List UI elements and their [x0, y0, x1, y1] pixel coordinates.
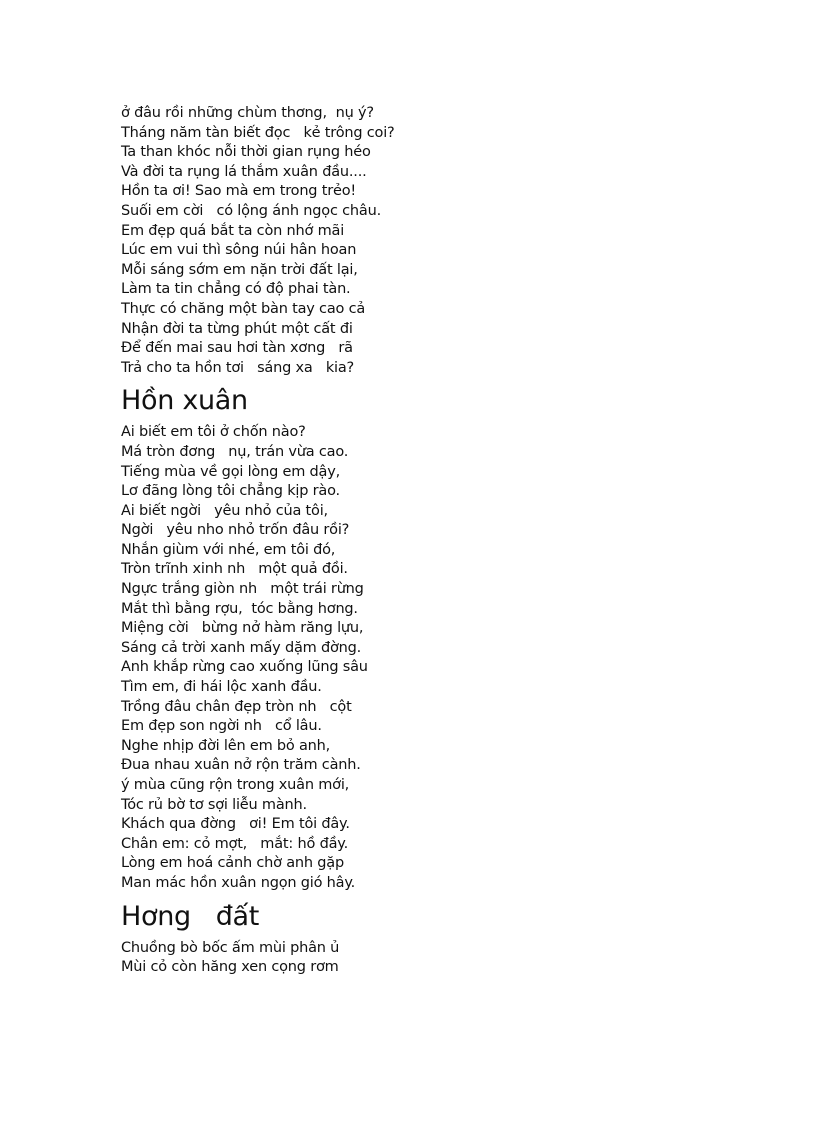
poem-two-title: Hồn xuân [121, 385, 248, 417]
poem-line: Ai biết ngời yêu nhỏ của tôi, [121, 502, 328, 519]
poem-line: Sáng cả trời xanh mấy dặm đờng. [121, 639, 362, 656]
poem-line: Man mác hồn xuân ngọn gió hây. [121, 874, 356, 891]
document-page [121, 104, 741, 978]
poem-three-title: Hơng đất [121, 900, 260, 932]
poem-line: Ngực trắng giòn nh một trái rừng [121, 581, 364, 598]
poem-line: Tháng năm tàn biết đọc kẻ trông coi? [121, 124, 395, 141]
poem-line: Và đời ta rụng lá thắm xuân đầu.... [121, 163, 367, 180]
poem-line: Lòng em hoá cảnh chờ anh gặp [121, 855, 344, 872]
poem-line: ở đâu rồi những chùm thơng, nụ ý? [121, 105, 374, 121]
poem-line: Ai biết em tôi ở chốn nào? [121, 424, 306, 441]
poem-three [121, 939, 741, 978]
poem-line: Khách qua đờng ơi! Em tôi đây. [121, 816, 350, 833]
poem-line: Nhắn giùm với nhé, em tôi đó, [121, 541, 336, 558]
poem-line: Làm ta tin chẳng có độ phai tàn. [121, 281, 351, 298]
poem-line: Trả cho ta hồn tơi sáng xa kia? [121, 359, 355, 376]
poem-line: Đua nhau xuân nở rộn trăm cành. [121, 757, 361, 774]
poem-line: Mùi cỏ còn hăng xen cọng rơm [121, 959, 339, 976]
poem-line: Suối em cời có lộng ánh ngọc châu. [121, 202, 381, 219]
poem-two [121, 423, 741, 893]
poem-line: Thực có chăng một bàn tay cao cả [121, 300, 366, 317]
poem-line: Mắt thì bằng rợu, tóc bằng hơng. [121, 600, 358, 617]
poem-line: Lơ đãng lòng tôi chẳng kịp rào. [121, 483, 340, 500]
poem-line: Em đẹp quá bắt ta còn nhớ mãi [121, 222, 345, 239]
poem-line: Má tròn đơng nụ, trán vừa cao. [121, 443, 349, 460]
poem-line: Nghe nhịp đời lên em bỏ anh, [121, 737, 331, 754]
poem-line: Anh khắp rừng cao xuống lũng sâu [121, 659, 368, 676]
poem-line: Ta than khóc nỗi thời gian rụng héo [121, 144, 371, 161]
poem-line: Để đến mai sau hơi tàn xơng rã [121, 340, 353, 357]
poem-line: Nhận đời ta từng phút một cất đi [121, 320, 353, 337]
poem-one [121, 104, 741, 378]
poem-line: Lúc em vui thì sông núi hân hoan [121, 242, 357, 259]
poem-line: Tóc rủ bờ tơ sợi liễu mành. [121, 796, 307, 813]
poem-line: Chân em: cỏ mợt, mắt: hồ đầy. [121, 835, 348, 852]
poem-line: ý mùa cũng rộn trong xuân mới, [121, 777, 350, 793]
poem-line: Ngời yêu nho nhỏ trốn đâu rồi? [121, 522, 350, 539]
poem-line: Tiếng mùa về gọi lòng em dậy, [121, 463, 341, 480]
poem-line: Em đẹp son ngời nh cổ lâu. [121, 718, 322, 735]
poem-line: Miệng cời bừng nở hàm răng lựu, [121, 620, 364, 637]
poem-line: Chuồng bò bốc ấm mùi phân ủ [121, 939, 340, 956]
poem-line: Mỗi sáng sớm em nặn trời đất lại, [121, 261, 358, 278]
poem-line: Hồn ta ơi! Sao mà em trong trẻo! [121, 183, 356, 200]
poem-line: Tròn trĩnh xinh nh một quả đồi. [121, 561, 348, 578]
poem-line: Tìm em, đi hái lộc xanh đầu. [121, 679, 322, 696]
poem-line: Trồng đâu chân đẹp tròn nh cột [121, 698, 352, 715]
